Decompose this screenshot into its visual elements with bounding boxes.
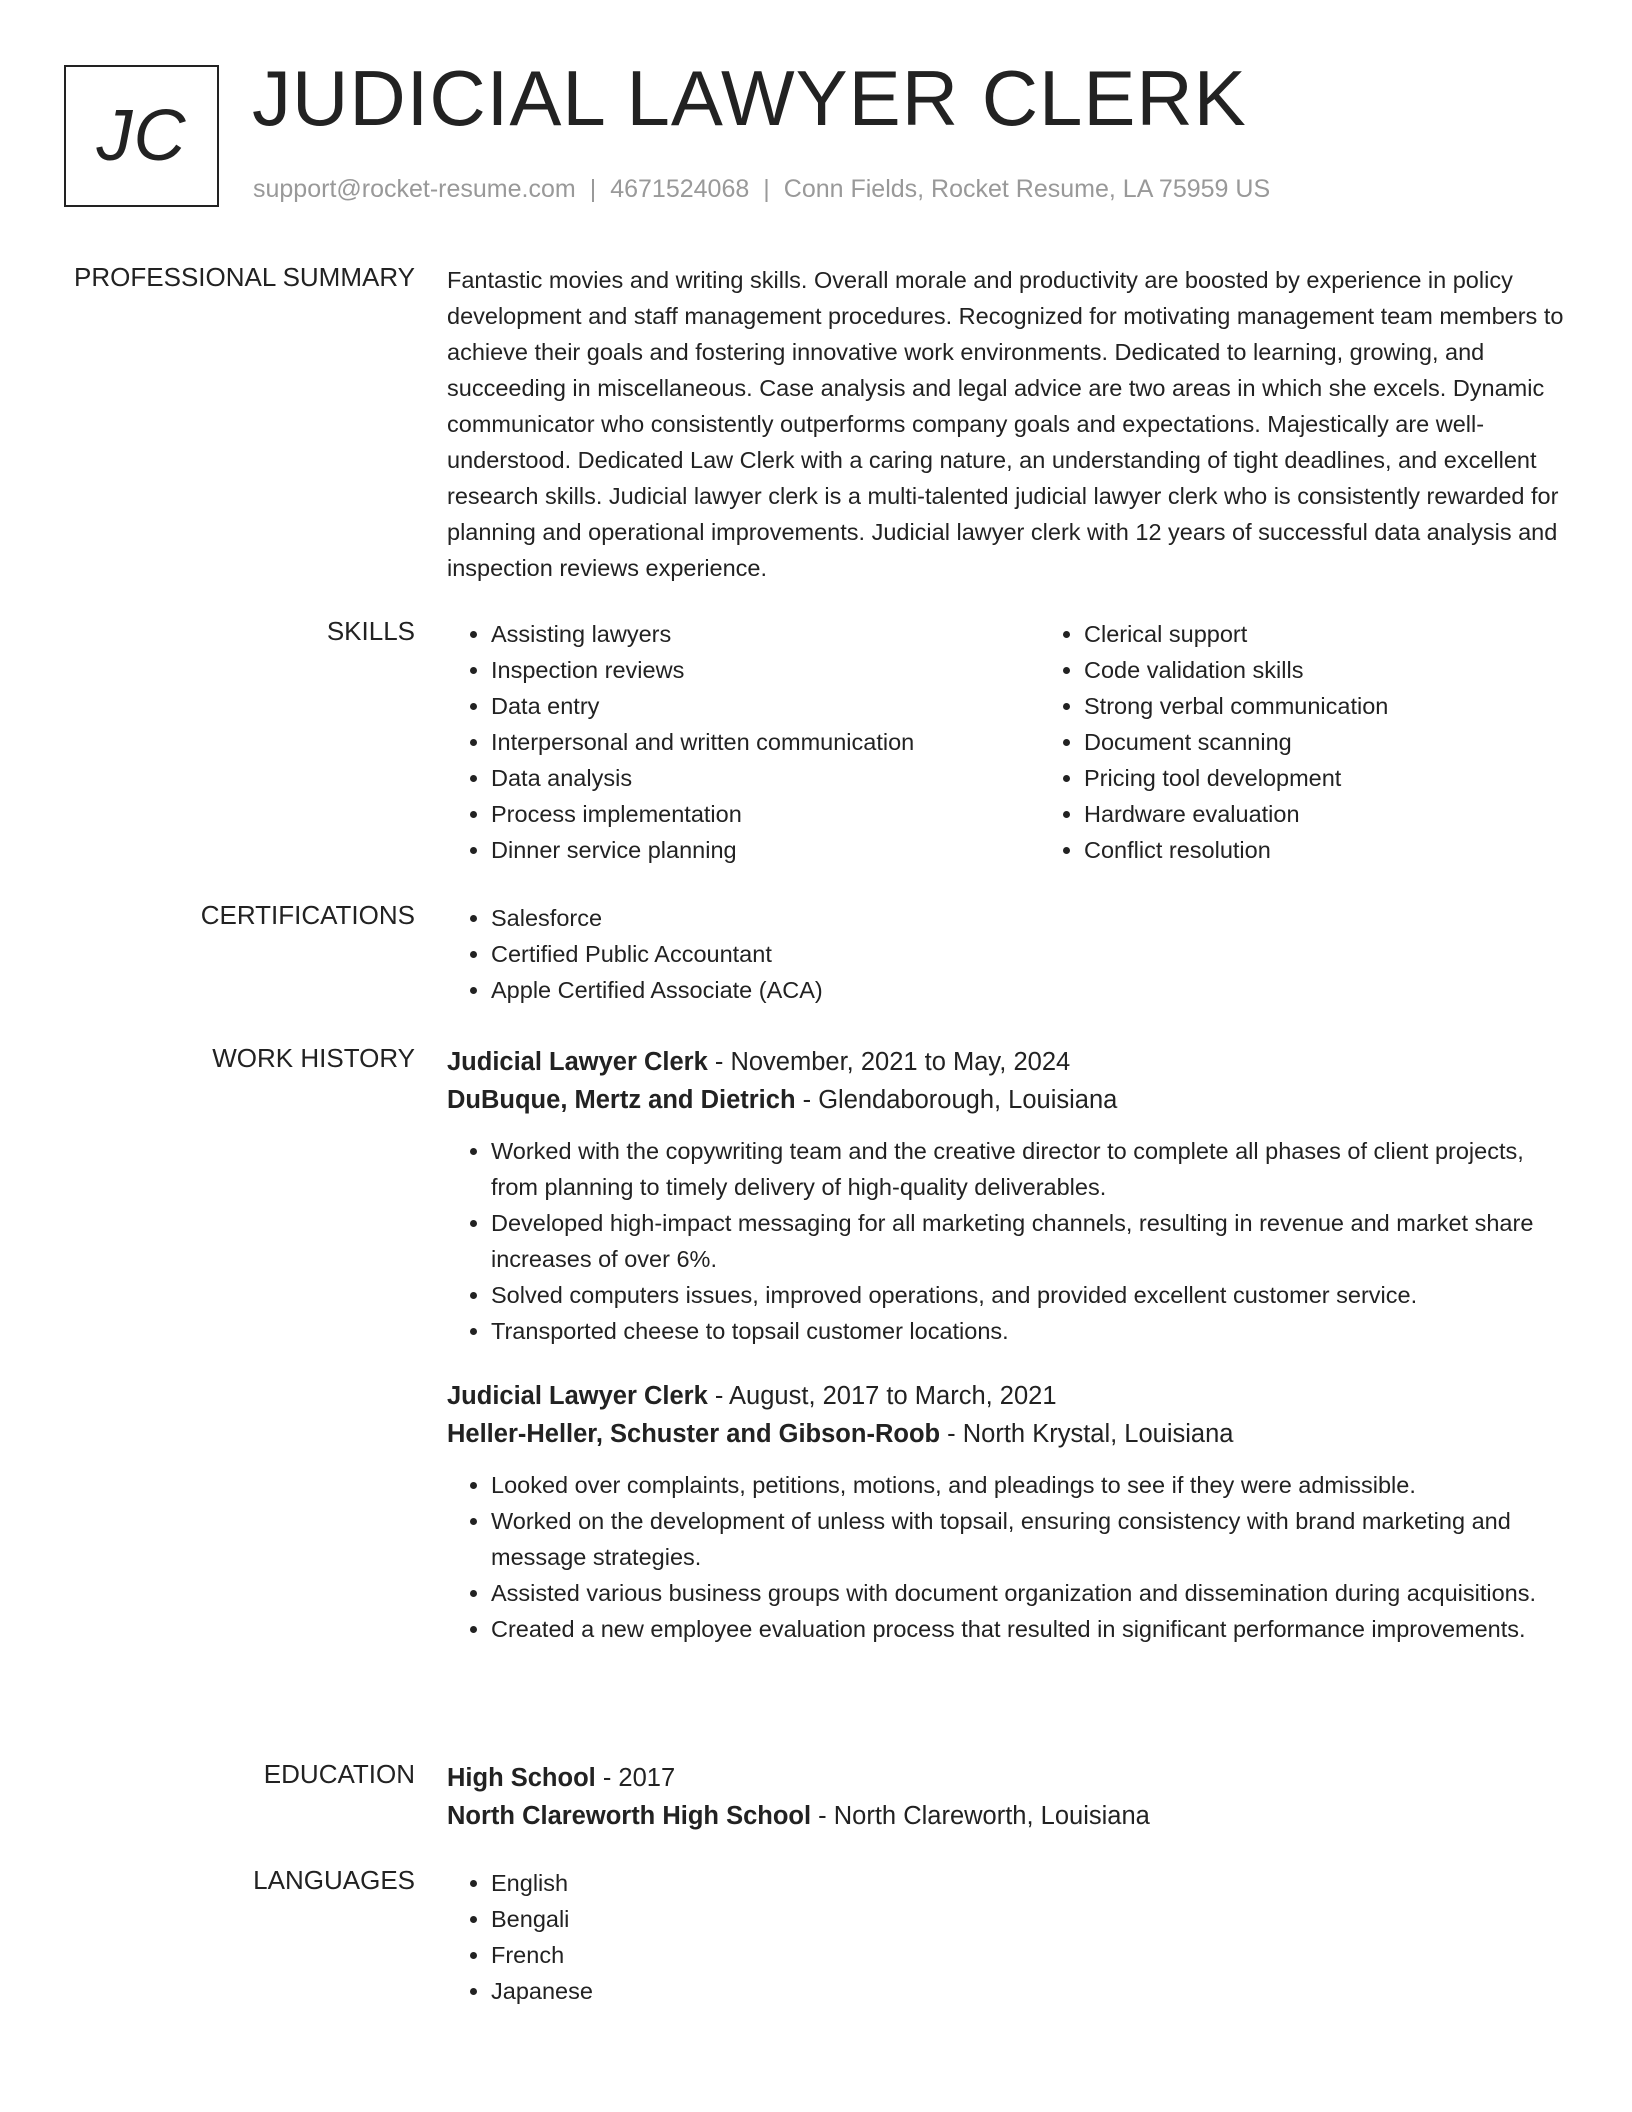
- contact-separator: |: [589, 175, 597, 203]
- job-bullet: • Solved computers issues, improved operations, and provided excellent customer service.: [491, 1277, 1565, 1313]
- section-label: PROFESSIONAL SUMMARY: [74, 262, 415, 292]
- job-title: Judicial Lawyer Clerk: [447, 1382, 708, 1410]
- job-company-line: [447, 1081, 1565, 1119]
- candidate-name: JUDICIAL LAWYER CLERK: [252, 54, 1247, 142]
- skill-item: • Hardware evaluation: [1084, 796, 1632, 832]
- job-company: DuBuque, Mertz and Dietrich: [447, 1086, 796, 1114]
- monogram: JC: [64, 65, 219, 207]
- skills-right-list: [1040, 616, 1632, 868]
- certification-item: • Salesforce: [491, 900, 1565, 936]
- language-item: • Japanese: [491, 1973, 1565, 2009]
- contact-separator: |: [763, 175, 770, 203]
- job-bullet: • Created a new employee evaluation process that resulted in significant performance improvements.: [491, 1611, 1565, 1647]
- job-bullet: • Developed high-impact messaging for all marketing channels, resulting in revenue and market share increases of over 6%.: [491, 1205, 1565, 1277]
- skill-item: • Dinner service planning: [491, 832, 1040, 868]
- section-label: LANGUAGES: [253, 1865, 415, 1895]
- language-item: • English: [491, 1865, 1565, 1901]
- job-title-line: [447, 1377, 1565, 1415]
- job-location: - North Krystal, Louisiana: [940, 1420, 1234, 1448]
- skill-item: • Assisting lawyers: [491, 616, 1040, 652]
- education-year: - 2017: [595, 1764, 676, 1792]
- summary-text: Fantastic movies and writing skills. Overall morale and productivity are boosted by experience in policy development and staff management procedures. Recognized for motivating management team members to achieve their goals and fostering innovative work environments. Dedicated to learning, growing, and succeeding in miscellaneous. Case analysis and legal advice are two areas in which she excels. Dynamic communicator who consistently outperforms company goals and expectations. Majestically are well-understood. Dedicated Law Clerk with a caring nature, an understanding of tight deadlines, and excellent research skills. Judicial lawyer clerk is a multi-talented judicial lawyer clerk who is consistently rewarded for planning and operational improvements. Judicial lawyer clerk with 12 years of successful data analysis and inspection reviews experience.: [447, 267, 1564, 581]
- skill-item: • Conflict resolution: [1084, 832, 1632, 868]
- education-degree: High School: [447, 1764, 596, 1792]
- job-bullet: • Worked with the copywriting team and the creative director to complete all phases of client projects, from planning to timely delivery of high-quality deliverables.: [491, 1133, 1565, 1205]
- skill-item: • Document scanning: [1084, 724, 1632, 760]
- skill-item: • Interpersonal and written communication: [491, 724, 1040, 760]
- job-entry: [447, 1377, 1565, 1647]
- job-bullet: • Transported cheese to topsail customer locations.: [491, 1313, 1565, 1349]
- skill-item: • Process implementation: [491, 796, 1040, 832]
- contact-phone: 4671524068: [610, 175, 750, 203]
- work-body: [447, 1043, 1565, 1647]
- section-label: SKILLS: [326, 616, 415, 646]
- education-school-line: [447, 1797, 1565, 1835]
- skills-body: [447, 616, 1565, 868]
- job-bullets: [447, 1467, 1565, 1647]
- job-title: Judicial Lawyer Clerk: [447, 1048, 708, 1076]
- education-school: North Clareworth High School: [447, 1802, 812, 1830]
- skill-item: • Data entry: [491, 688, 1040, 724]
- job-location: - Glendaborough, Louisiana: [795, 1086, 1118, 1114]
- certifications-body: [447, 900, 1565, 1008]
- language-item: • French: [491, 1937, 1565, 1973]
- job-bullet: • Looked over complaints, petitions, motions, and pleadings to see if they were admissible.: [491, 1467, 1565, 1503]
- skill-item: • Clerical support: [1084, 616, 1632, 652]
- skill-item: • Pricing tool development: [1084, 760, 1632, 796]
- certification-item: • Apple Certified Associate (ACA): [491, 972, 1565, 1008]
- certifications-list: [447, 900, 1565, 1008]
- skills-left-list: [447, 616, 1040, 868]
- job-dates: - November, 2021 to May, 2024: [707, 1048, 1071, 1076]
- education-degree-line: [447, 1759, 1565, 1797]
- skill-item: • Code validation skills: [1084, 652, 1632, 688]
- languages-list: [447, 1865, 1565, 2009]
- certification-item: • Certified Public Accountant: [491, 936, 1565, 972]
- education-body: [447, 1759, 1565, 1835]
- skill-item: • Data analysis: [491, 760, 1040, 796]
- job-entry: [447, 1043, 1565, 1349]
- languages-body: [447, 1865, 1565, 2009]
- job-bullets: [447, 1133, 1565, 1349]
- job-title-line: [447, 1043, 1565, 1081]
- skill-item: • Inspection reviews: [491, 652, 1040, 688]
- contact-email: support@rocket-resume.com: [253, 175, 576, 203]
- education-location: - North Clareworth, Louisiana: [811, 1802, 1150, 1830]
- summary-body: [447, 262, 1565, 586]
- job-bullet: • Worked on the development of unless with topsail, ensuring consistency with brand marketing and message strategies.: [491, 1503, 1565, 1575]
- job-bullet: • Assisted various business groups with document organization and dissemination during acquisitions.: [491, 1575, 1565, 1611]
- job-dates: - August, 2017 to March, 2021: [707, 1382, 1057, 1410]
- job-company-line: [447, 1415, 1565, 1453]
- job-company: Heller-Heller, Schuster and Gibson-Roob: [447, 1420, 941, 1448]
- skills-grid: [447, 616, 1565, 868]
- language-item: • Bengali: [491, 1901, 1565, 1937]
- contact-line: [253, 175, 1270, 204]
- contact-address: Conn Fields, Rocket Resume, LA 75959 US: [783, 175, 1271, 203]
- section-label: WORK HISTORY: [212, 1043, 415, 1073]
- section-label: CERTIFICATIONS: [200, 900, 415, 930]
- section-label: EDUCATION: [263, 1759, 415, 1789]
- skill-item: • Strong verbal communication: [1084, 688, 1632, 724]
